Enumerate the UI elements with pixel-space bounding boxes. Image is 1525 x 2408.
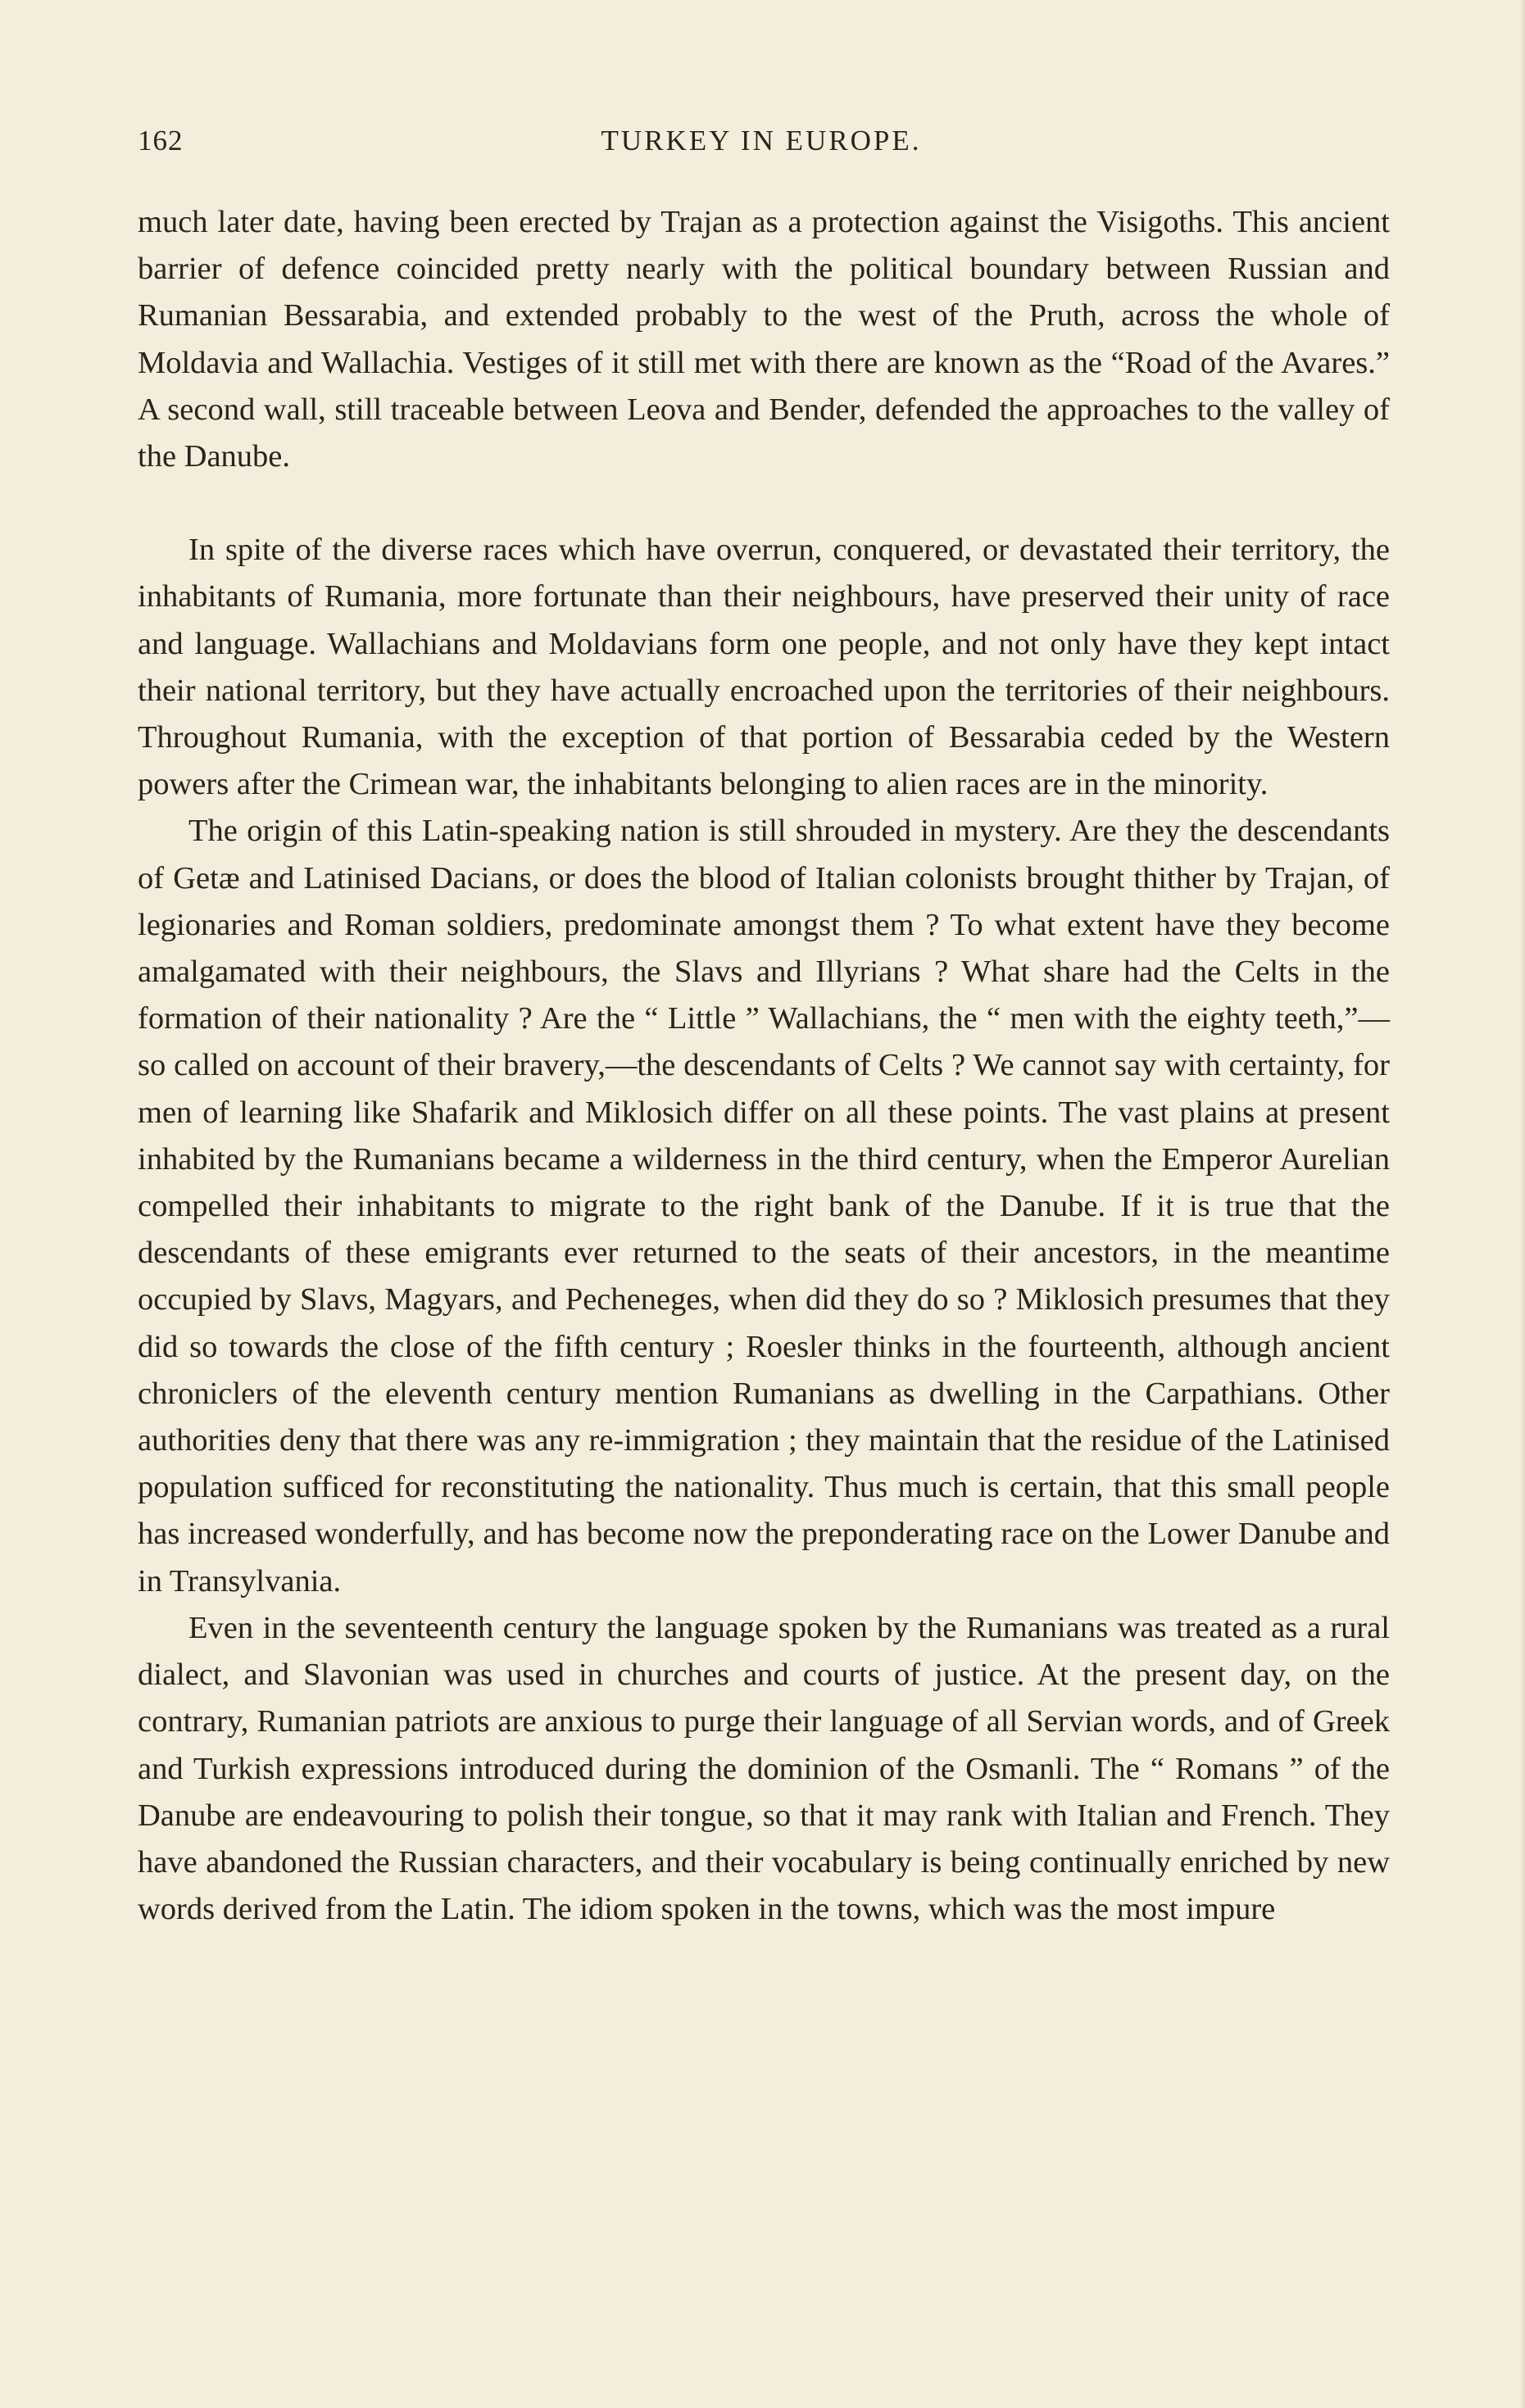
- paragraph-continued: much later date, having been erected by Trajan as a protection against the Visigoths. This ancient barrier of defence coincided pretty nearly with the political boundary between Russian and Rumanian Bessarabia, and extended probably to the west of the Pruth, across the whole of Moldavia and Wallachia. Vestiges of it still met with there are known as the “Road of the Avares.” A second wall, still traceable between Leova and Bender, defended the approaches to the valley of the Danube.: [138, 205, 1390, 474]
- body-text: [138, 199, 1390, 1933]
- paragraph: The origin of this Latin-speaking nation is still shrouded in mystery. Are they the descendants of Getæ and Latinised Dacians, or does the blood of Italian colonists brought thither by Trajan, of legionaries and Roman soldiers, predominate amongst them ? To what extent have they become amalgamated with their neighbours, the Slavs and Illyrians ? What share had the Celts in the formation of their nationality ? Are the “ Little ” Wallachians, the “ men with the eighty teeth,”—so called on account of their bravery,—the descendants of Celts ? We cannot say with certainty, for men of learning like Shafarik and Miklosich differ on all these points. The vast plains at present inhabited by the Rumanians became a wilderness in the third century, when the Emperor Aurelian compelled their inhabitants to migrate to the right bank of the Danube. If it is true that the descendants of these emigrants ever returned to the seats of their ancestors, in the meantime occupied by Slavs, Magyars, and Pecheneges, when did they do so ? Miklosich presumes that they did so towards the close of the fifth century ; Roesler thinks in the fourteenth, although ancient chroniclers of the eleventh century mention Rumanians as dwelling in the Carpathians. Other authorities deny that there was any re-immigration ; they maintain that the residue of the Latinised population sufficed for reconstituting the nationality. Thus much is certain, that this small people has increased wonderfully, and has become now the preponderating race on the Lower Danube and in Transylvania.: [138, 814, 1390, 1599]
- page-edge-shadow: [1520, 0, 1525, 2408]
- page-number: 162: [138, 125, 184, 156]
- paragraph: In spite of the diverse races which have overrun, conquered, or devastated their territory, the inhabitants of Rumania, more fortunate than their neighbours, have preserved their unity of race and language. Wallachians and Moldavians form one people, and not only have they kept intact their national territory, but they have actually encroached upon the territories of their neighbours. Throughout Rumania, with the exception of that portion of Bessarabia ceded by the Western powers after the Crimean war, the inhabitants belonging to alien races are in the minority.: [138, 533, 1390, 802]
- running-header: [131, 125, 1391, 174]
- paragraph: Even in the seventeenth century the language spoken by the Rumanians was treated as a rural dialect, and Slavonian was used in churches and courts of justice. At the present day, on the contrary, Rumanian patriots are anxious to purge their language of all Servian words, and of Greek and Turkish expressions introduced during the dominion of the Osmanli. The “ Romans ” of the Danube are endeavouring to polish their tongue, so that it may rank with Italian and French. They have abandoned the Russian characters, and their vocabulary is being continually enriched by new words derived from the Latin. The idiom spoken in the towns, which was the most impure: [138, 1610, 1390, 1927]
- running-title: TURKEY IN EUROPE.: [601, 125, 922, 156]
